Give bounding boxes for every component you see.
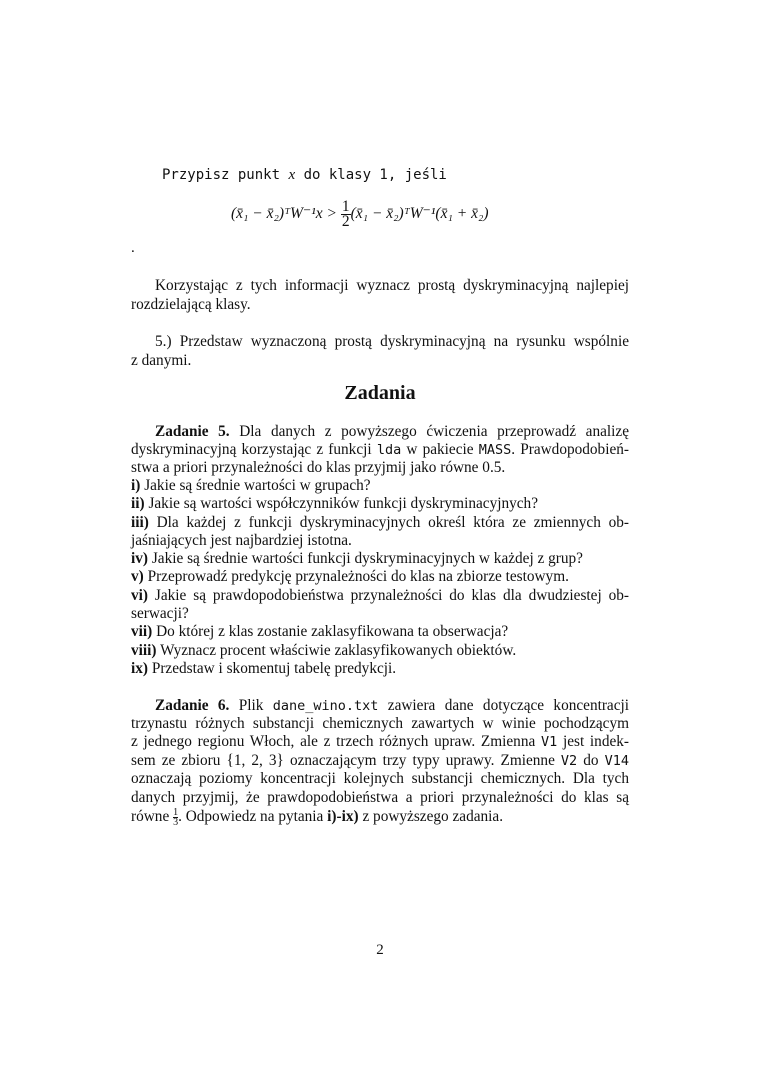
question-item: [131, 623, 629, 642]
question-text: Dla każdej z funkcji dyskryminacyjnych określ która ze zmiennych ob-: [156, 514, 629, 531]
code-lda: lda: [376, 442, 402, 458]
question-item: [131, 477, 629, 496]
question-text: Jakie są średnie wartości funkcji dyskryminacyjnych w każdej z grup?: [151, 550, 583, 567]
zadanie5-line3: stwa a priori przynależności do klas przyjmij jako równe 0.5.: [131, 459, 506, 476]
zadanie6-line2: trzynastu różnych substancji chemicznych zawartych w winie pochodzącym: [131, 715, 629, 732]
zadanie6-l1-a: Plik: [238, 697, 264, 714]
question-item: [131, 660, 629, 679]
zadanie5-l1-text: Dla danych z powyższego ćwiczenia przeprowadź analizę: [239, 423, 629, 440]
zadanie6-line7: [131, 808, 629, 827]
inline-frac-num: 1: [173, 807, 179, 818]
code-filename: dane_wino.txt: [272, 698, 379, 714]
zadanie6-l4-a: sem ze zbioru: [131, 752, 221, 769]
para-5-line1: 5.) Przedstaw wyznaczoną prostą dyskryminacyjną na rysunku wspólnie: [155, 333, 629, 350]
zadanie5-l2-a: dyskryminacyjną korzystając z funkcji: [131, 441, 372, 458]
rule-prefix: Przypisz punkt: [162, 167, 281, 183]
question-item: [131, 568, 629, 587]
question-text: Przedstaw i skomentuj tabelę predykcji.: [151, 660, 397, 677]
code-v2: V2: [560, 753, 578, 769]
section-title: Zadania: [344, 382, 416, 404]
question-item: [131, 587, 629, 606]
zadanie5-l2-c: . Prawdopodobień-: [511, 441, 629, 458]
zadanie5-line2: [131, 441, 629, 460]
para-korzystajac-line1: Korzystając z tych informacji wyznacz prostą dyskryminacyjną najlepiej: [155, 277, 629, 294]
zadanie6-l7-c: z powyższego zadania.: [362, 808, 504, 825]
code-mass: MASS: [478, 442, 512, 458]
formula-rhs: (x̄₁ − x̄₂)ᵀW⁻¹(x̄₁ + x̄₂): [350, 205, 489, 222]
question-text: Jakie są średnie wartości w grupach?: [144, 477, 371, 494]
zadanie6-l4-c: do: [583, 752, 599, 769]
zadanie6-line6: danych przyjmij, że prawdopodobieństwa a priori przynależności do klas są: [131, 789, 629, 806]
question-item: [131, 550, 629, 569]
zadanie6-label: Zadanie 6.: [155, 697, 230, 714]
rule-var: x: [288, 167, 296, 183]
question-number: iii): [131, 514, 149, 531]
formula-lhs: (x̄₁ − x̄₂)ᵀW⁻¹x >: [231, 205, 338, 222]
question-item: [131, 514, 629, 533]
zadanie5-label: Zadanie 5.: [155, 423, 230, 440]
question-item: [131, 495, 629, 514]
question-number: viii): [131, 642, 157, 659]
question-continuation: jaśniających jest najbardziej istotna.: [131, 532, 352, 549]
question-number: ii): [131, 495, 145, 512]
question-number: i): [131, 477, 141, 494]
zadanie6-line3: [131, 733, 629, 752]
code-v1: V1: [541, 734, 558, 750]
question-text: Jakie są prawdopodobieństwa przynależności do klas dla dwudziestej ob-: [154, 587, 629, 604]
stray-dot: .: [131, 240, 135, 256]
zadanie6-l3-a: z jednego regionu Włoch, ale z trzech różnych upraw. Zmienna: [131, 733, 536, 750]
question-number: vi): [131, 587, 148, 604]
zadanie6-l7-a: równe: [131, 808, 170, 825]
question-text: Do której z klas zostanie zaklasyfikowana ta obserwacja?: [156, 623, 509, 640]
question-text: Jakie są wartości współczynników funkcji dyskryminacyjnych?: [148, 495, 538, 512]
question-continuation: serwacji?: [131, 605, 189, 622]
question-text: Wyznacz procent właściwie zaklasyfikowanych obiektów.: [160, 642, 517, 659]
zadanie6-l1-b: zawiera dane dotyczące koncentracji: [387, 697, 630, 714]
formula-frac-num: 1: [341, 197, 350, 215]
zadanie6-line5: oznaczają poziomy koncentracji kolejnych substancji chemicznych. Dla tych: [131, 770, 629, 787]
formula-frac-den: 2: [341, 212, 350, 230]
zadanie6-l7-b: . Odpowiedz na pytania: [178, 808, 324, 825]
zadanie6-line1: [155, 697, 629, 716]
set-notation: {1, 2, 3}: [226, 752, 284, 769]
zadanie5-l2-b: w pakiecie: [406, 441, 474, 458]
question-number: ix): [131, 660, 148, 677]
question-number: v): [131, 568, 144, 585]
zadanie6-l3-b: jest indek-: [562, 733, 630, 750]
question-number: iv): [131, 550, 148, 567]
rule-line: [162, 166, 447, 184]
zadanie5-line1: [155, 423, 629, 442]
zadanie6-l7-bold: i)-ix): [327, 808, 359, 825]
para-5-line2: z danymi.: [131, 352, 192, 369]
question-text: Przeprowadź predykcję przynależności do klas na zbiorze testowym.: [147, 568, 569, 585]
question-item: [131, 642, 629, 661]
zadanie6-line4: [131, 752, 629, 771]
zadanie6-l4-b: oznaczającym trzy typy uprawy. Zmienne: [289, 752, 555, 769]
code-v14: V14: [604, 753, 629, 769]
question-number: vii): [131, 623, 153, 640]
para-korzystajac-line2: rozdzielającą klasy.: [131, 296, 251, 313]
page-number: 2: [376, 942, 384, 958]
rule-suffix: do klasy 1, jeśli: [303, 167, 447, 183]
formula-fraction: [341, 197, 351, 230]
display-formula: [231, 196, 489, 232]
inline-frac-den: 3: [173, 817, 179, 828]
